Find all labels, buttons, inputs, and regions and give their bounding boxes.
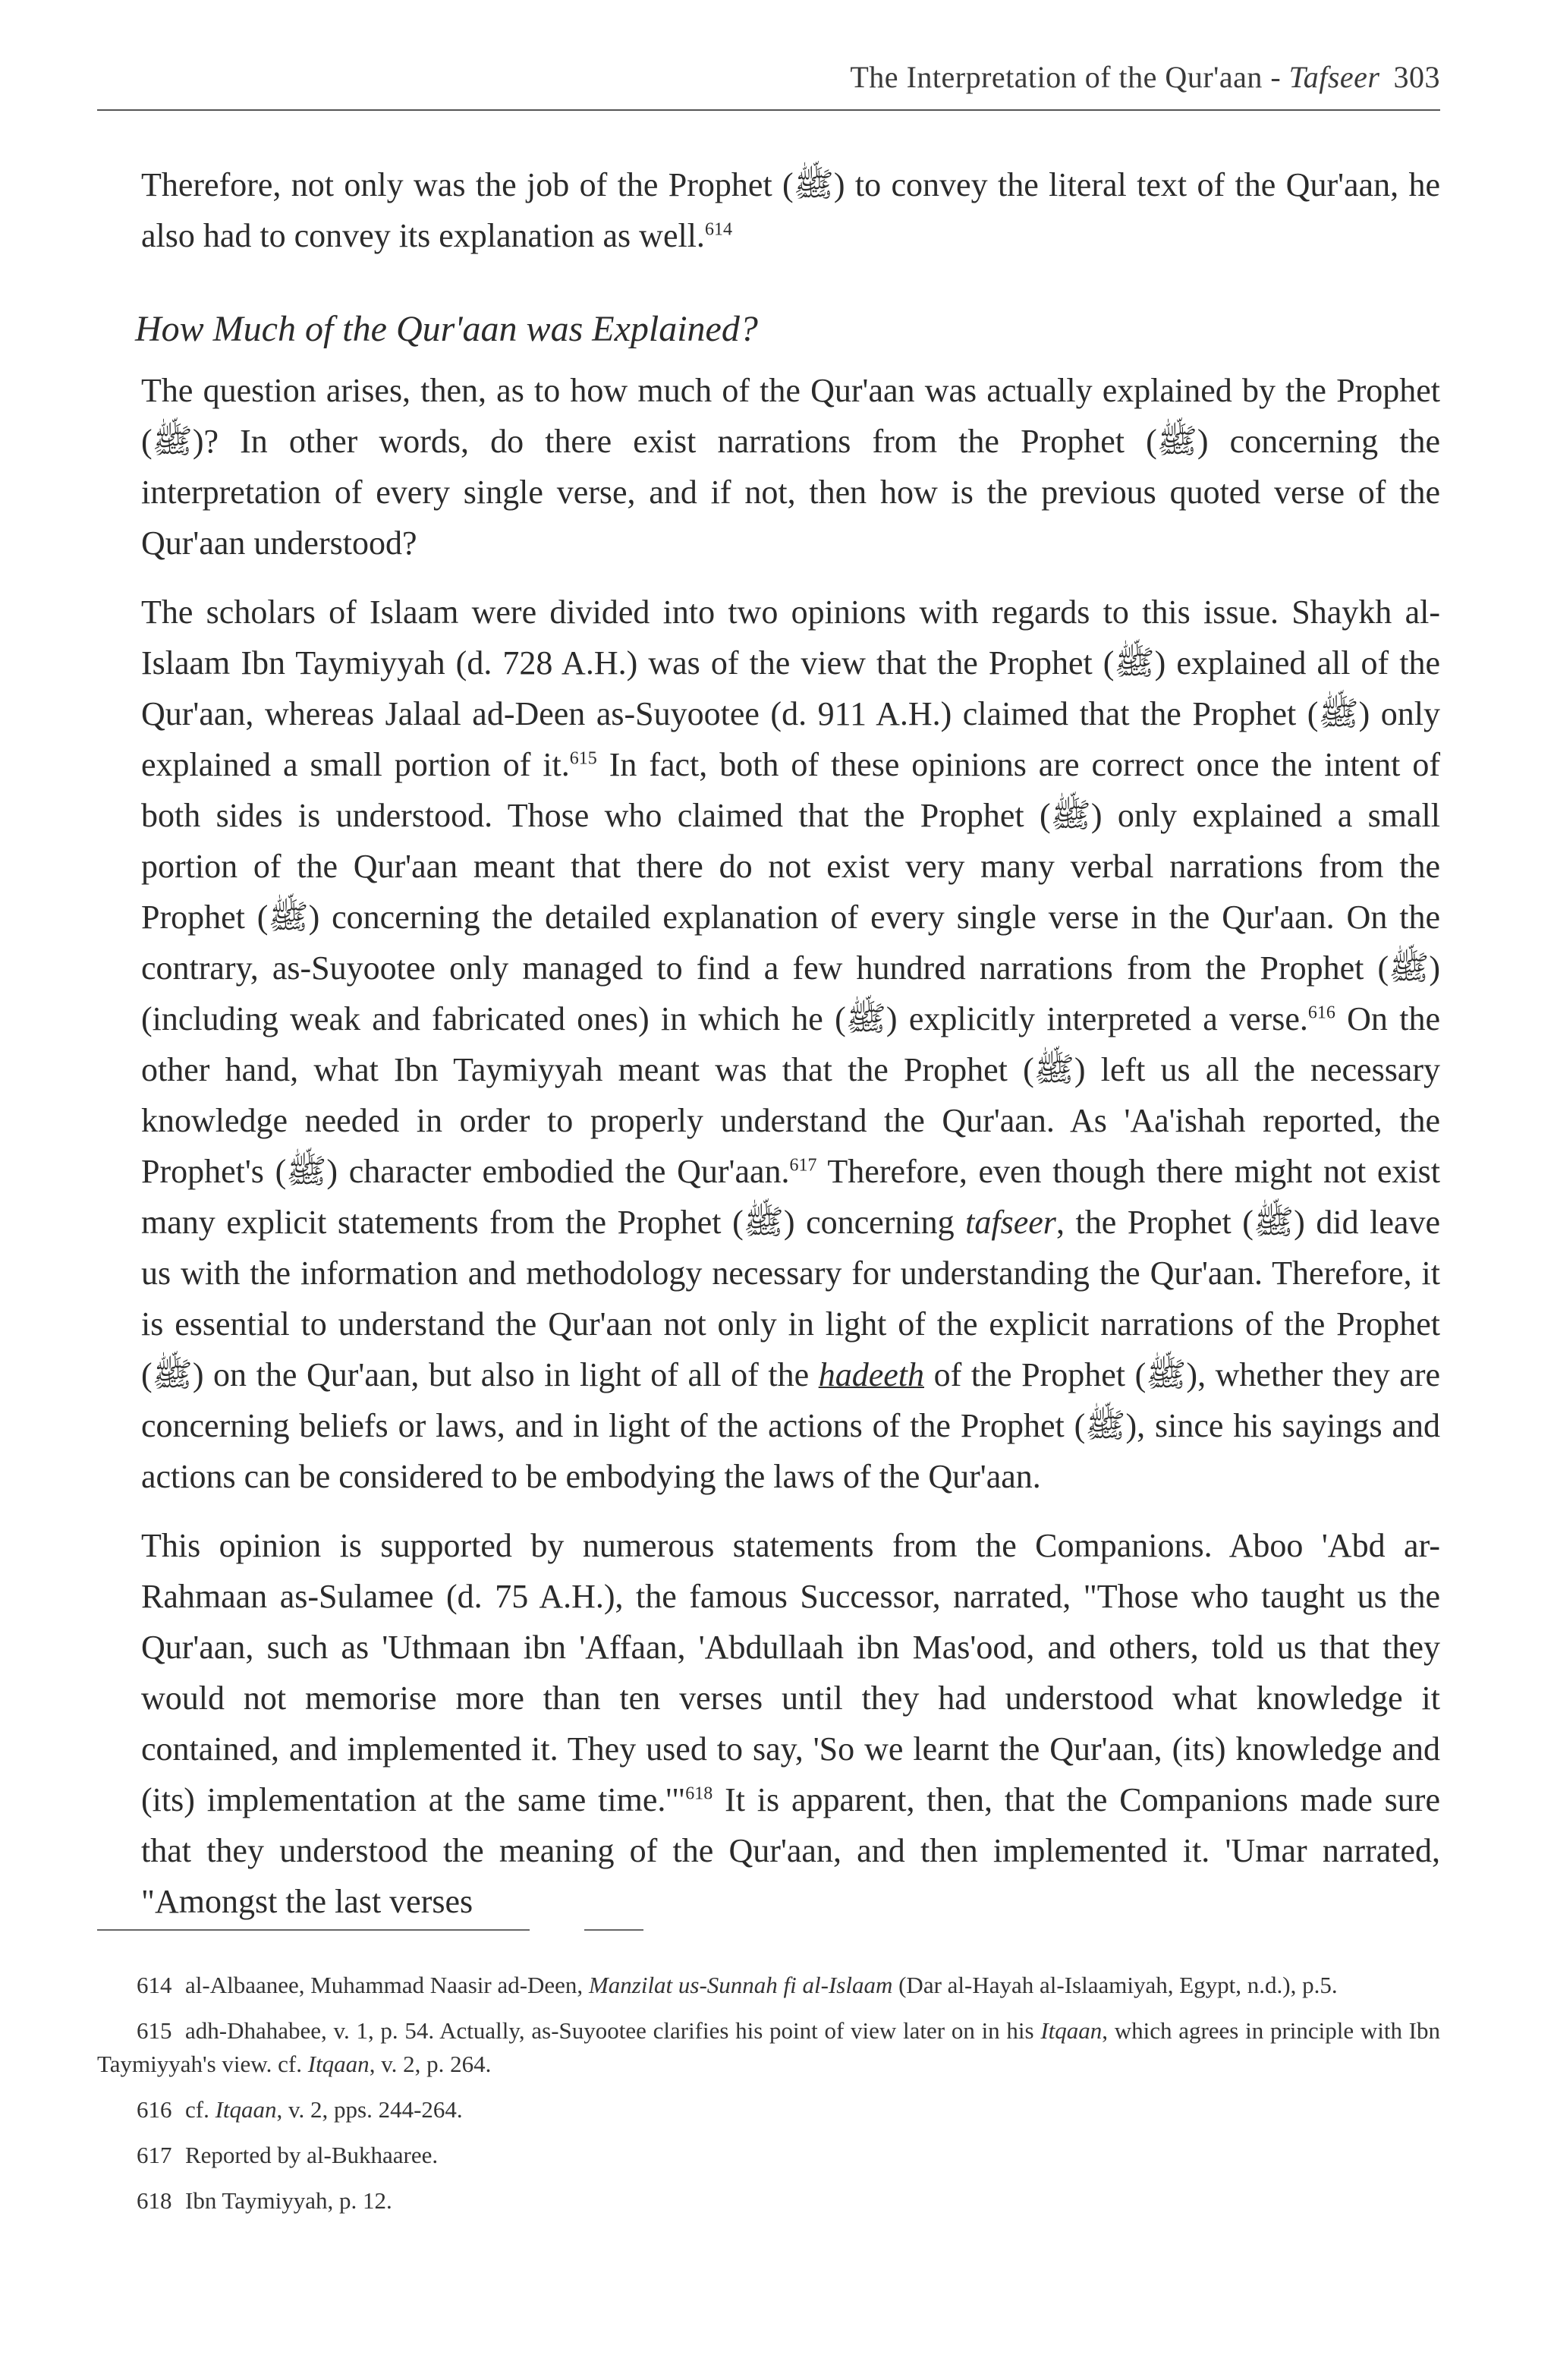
running-head-title-italic: Tafseer (1288, 60, 1380, 94)
footnote-text: Reported by al-Bukhaaree. (185, 2142, 439, 2168)
paragraph-3 (141, 587, 1440, 1502)
footnote-text: (Dar al-Hayah al-Islaamiyah, Egypt, n.d.), p.5. (892, 1972, 1338, 1998)
footnote-text: adh-Dhahabee, v. 1, p. 54. Actually, as-Suyootee clarifies his point of view later on in his (185, 2017, 1041, 2044)
footnote-ref-617[interactable]: 617 (789, 1155, 817, 1176)
paragraph-3-text-c: On the other hand, what Ibn Taymiyyah meant was that the Prophet (ﷺ) left us all the necessary knowledge needed in order to properly understand the Qur'aan. As 'Aa'ishah reported, the Prophet's (ﷺ) character embodied the Qur'aan. (141, 1000, 1440, 1190)
running-head-title: The Interpretation of the Qur'aan - (850, 60, 1289, 94)
footnotes (97, 1969, 1440, 2230)
footnote-text: , v. 2, p. 264. (369, 2051, 492, 2077)
footnote-617 (97, 2139, 1440, 2172)
paragraph-3-text-f: of the Prophet (ﷺ), whether they are concerning beliefs or laws, and in light of the actions of the Prophet (ﷺ), since his sayings and actions can be considered to be embodying the laws of the Qur'aan. (141, 1356, 1441, 1495)
page-number: 303 (1393, 60, 1440, 94)
footnote-number: 617 (137, 2142, 172, 2168)
footnote-ref-618[interactable]: 618 (685, 1783, 713, 1804)
footnote-number: 618 (137, 2187, 172, 2214)
paragraph-3-text-e: , the Prophet (ﷺ) did leave us with the information and methodology necessary for understanding the Qur'aan. Therefore, it is essential to understand the Qur'aan not only in light of the explicit narrations of the Prophet (ﷺ) on the Qur'aan, but also in light of all of the (141, 1204, 1440, 1393)
section-heading: How Much of the Qur'aan was Explained? (135, 309, 758, 349)
footnote-ref-616[interactable]: 616 (1307, 1003, 1335, 1023)
footnote-number: 615 (137, 2017, 172, 2044)
paragraph-3-text-b: In fact, both of these opinions are correct once the intent of both sides is understood. Those who claimed that the Prophet (ﷺ) only explained a small portion of the Qur'aan meant that there do not exist very many verbal narrations from the Prophet (ﷺ) concerning the detailed explanation of every single verse in the Qur'aan. On the contrary, as-Suyootee only managed to find a few hundred narrations from the Prophet (ﷺ) (including weak and fabricated ones) in which he (ﷺ) explicitly interpreted a verse. (141, 746, 1440, 1037)
footnote-615 (97, 2014, 1440, 2081)
footnote-614 (97, 1969, 1440, 2002)
running-head (97, 59, 1440, 96)
footnote-rule-left (97, 1929, 530, 1931)
footnote-text: , which agrees in principle with Ibn Taymiyyah's view. cf. (97, 2017, 1441, 2077)
paragraph-4-text-a: This opinion is supported by numerous statements from the Companions. Aboo 'Abd ar-Rahmaan as-Sulamee (d. 75 A.H.), the famous Successor, narrated, "Those who taught us the Qur'aan, such as 'Uthmaan ibn 'Affaan, 'Abdullaah ibn Mas'ood, and others, told us that they would not memorise more than ten verses until they had understood what knowledge it contained, and implemented it. They used to say, 'So we learnt the Qur'aan, (its) knowledge and (its) implementation at the same time.'" (141, 1527, 1440, 1818)
footnote-618 (97, 2184, 1440, 2218)
footnote-616 (97, 2093, 1440, 2127)
footnote-title-italic: Itqaan (215, 2096, 277, 2123)
paragraph-4 (141, 1520, 1440, 1927)
term-hadeeth: hadeeth (818, 1356, 924, 1393)
paragraph-2: The question arises, then, as to how much of the Qur'aan was actually explained by the Prophet (ﷺ)? In other words, do there exist narrations from the Prophet (ﷺ) concerning the interpretation of every single verse, and if not, then how is the previous quoted verse of the Qur'aan understood? (141, 372, 1441, 562)
paragraph-4-text-b: It is apparent, then, that the Companions made sure that they understood the meaning of the Qur'aan, and then implemented it. 'Umar narrated, "Amongst the last verses (141, 1781, 1440, 1920)
footnote-text: , v. 2, pps. 244-264. (276, 2096, 463, 2123)
footnote-rule-right (584, 1929, 643, 1931)
footnote-text: al-Albaanee, Muhammad Naasir ad-Deen, (185, 1972, 589, 1998)
header-rule (97, 109, 1440, 111)
paragraph-3-text-d: Therefore, even though there might not exist many explicit statements from the Prophet (ﷺ) concerning (141, 1153, 1440, 1241)
footnote-text: cf. (185, 2096, 215, 2123)
footnote-ref-615[interactable]: 615 (569, 748, 597, 769)
footnote-title-italic: Itqaan (1040, 2017, 1103, 2044)
footnote-number: 616 (137, 2096, 172, 2123)
footnote-title-italic: Itqaan (307, 2051, 370, 2077)
footnote-text: Ibn Taymiyyah, p. 12. (185, 2187, 392, 2214)
term-tafseer: tafseer (965, 1204, 1056, 1241)
paragraph-3-text-a: The scholars of Islaam were divided into two opinions with regards to this issue. Shaykh al-Islaam Ibn Taymiyyah (d. 728 A.H.) was of the view that the Prophet (ﷺ) explained all of the Qur'aan, whereas Jalaal ad-Deen as-Suyootee (d. 911 A.H.) claimed that the Prophet (ﷺ) only explained a small portion of it. (141, 593, 1440, 783)
paragraph-1 (141, 159, 1440, 261)
body-text (135, 159, 1441, 1927)
footnote-ref-614[interactable]: 614 (704, 219, 732, 240)
paragraph-1-text: Therefore, not only was the job of the Prophet (ﷺ) to convey the literal text of the Qur'aan, he also had to convey its explanation as well. (141, 166, 1440, 254)
footnote-number: 614 (137, 1972, 172, 1998)
footnote-title-italic: Manzilat us-Sunnah fi al-Islaam (588, 1972, 893, 1998)
